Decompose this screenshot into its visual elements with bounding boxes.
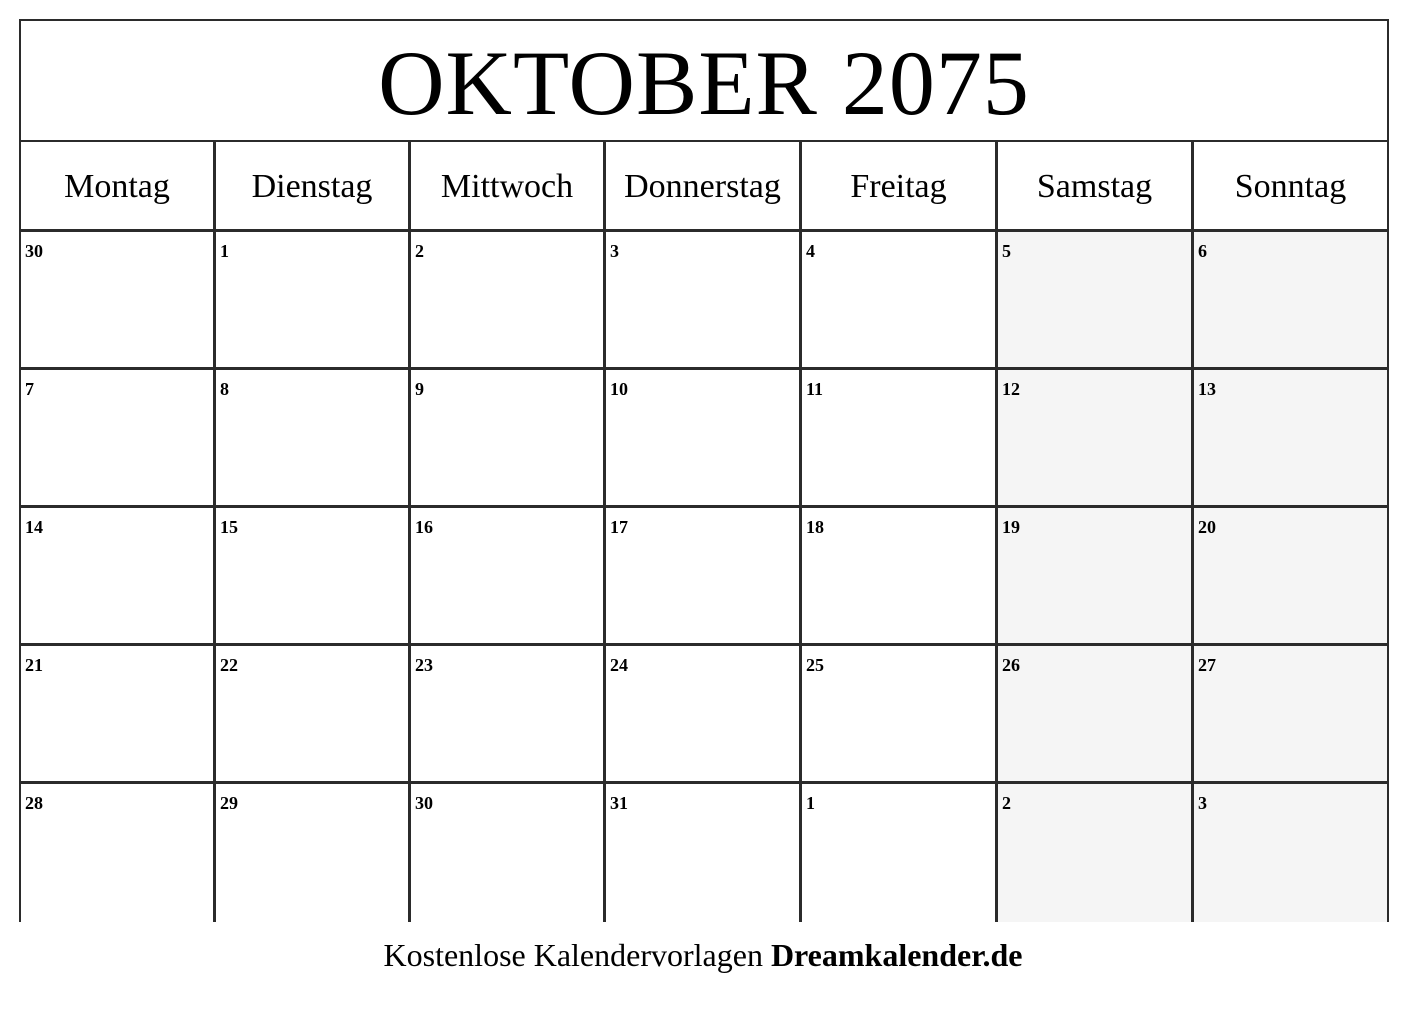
day-cell-weekend — [998, 646, 1194, 784]
weekday-header-monday: Montag — [21, 142, 216, 232]
day-number: 17 — [610, 517, 628, 537]
day-number: 19 — [1002, 517, 1020, 537]
day-cell — [216, 508, 411, 646]
day-cell-weekend — [998, 784, 1194, 922]
day-number: 9 — [415, 379, 424, 399]
weekday-header-saturday: Samstag — [998, 142, 1194, 232]
day-cell — [216, 232, 411, 370]
day-number: 30 — [25, 241, 43, 261]
day-cell — [21, 370, 216, 508]
day-cell — [411, 784, 606, 922]
day-cell — [606, 232, 802, 370]
day-cell-weekend — [998, 370, 1194, 508]
month-title: OKTOBER 2075 — [378, 31, 1030, 134]
day-number: 22 — [220, 655, 238, 675]
title-bar — [21, 21, 1387, 142]
footer — [0, 936, 1406, 974]
day-number: 26 — [1002, 655, 1020, 675]
day-cell-weekend — [1194, 232, 1387, 370]
day-cell — [411, 646, 606, 784]
day-cell — [606, 784, 802, 922]
footer-text: Kostenlose Kalendervorlagen — [383, 937, 763, 973]
day-number: 12 — [1002, 379, 1020, 399]
day-number: 28 — [25, 793, 43, 813]
day-cell — [802, 784, 998, 922]
day-number: 11 — [806, 379, 824, 399]
day-number: 5 — [1002, 241, 1011, 261]
day-number: 3 — [610, 241, 619, 261]
day-cell — [802, 232, 998, 370]
weekday-header-sunday: Sonntag — [1194, 142, 1387, 232]
day-number: 27 — [1198, 655, 1216, 675]
day-number: 3 — [1198, 793, 1207, 813]
day-number: 8 — [220, 379, 229, 399]
day-number: 13 — [1198, 379, 1216, 399]
weekday-header-wednesday: Mittwoch — [411, 142, 606, 232]
day-cell — [216, 784, 411, 922]
day-cell — [802, 646, 998, 784]
day-number: 7 — [25, 379, 34, 399]
weekday-header-thursday: Donnerstag — [606, 142, 802, 232]
day-cell — [216, 370, 411, 508]
day-cell — [21, 646, 216, 784]
day-number: 10 — [610, 379, 628, 399]
day-number: 29 — [220, 793, 238, 813]
day-cell — [21, 232, 216, 370]
footer-brand: Dreamkalender.de — [770, 937, 1023, 973]
day-number: 30 — [415, 793, 433, 813]
day-number: 21 — [25, 655, 43, 675]
day-number: 15 — [220, 517, 238, 537]
weekday-header-tuesday: Dienstag — [216, 142, 411, 232]
day-number: 2 — [1002, 793, 1011, 813]
day-cell — [606, 370, 802, 508]
day-number: 2 — [415, 241, 424, 261]
day-cell — [21, 508, 216, 646]
day-number: 1 — [220, 241, 229, 261]
day-cell — [411, 508, 606, 646]
day-number: 23 — [415, 655, 433, 675]
day-number: 18 — [806, 517, 824, 537]
day-cell — [606, 646, 802, 784]
day-cell-weekend — [1194, 370, 1387, 508]
weekday-header-friday: Freitag — [802, 142, 998, 232]
day-cell — [802, 508, 998, 646]
day-cell-weekend — [1194, 508, 1387, 646]
day-cell — [21, 784, 216, 922]
day-cell-weekend — [1194, 646, 1387, 784]
calendar — [19, 19, 1389, 922]
day-number: 16 — [415, 517, 433, 537]
day-number: 14 — [25, 517, 43, 537]
day-number: 1 — [806, 793, 815, 813]
day-cell-weekend — [998, 508, 1194, 646]
calendar-grid — [21, 142, 1387, 922]
day-cell-weekend — [1194, 784, 1387, 922]
day-cell — [411, 370, 606, 508]
day-number: 20 — [1198, 517, 1216, 537]
day-cell — [802, 370, 998, 508]
day-cell-weekend — [998, 232, 1194, 370]
day-number: 4 — [806, 241, 815, 261]
day-number: 24 — [610, 655, 628, 675]
day-cell — [606, 508, 802, 646]
day-number: 31 — [610, 793, 628, 813]
day-number: 25 — [806, 655, 824, 675]
day-cell — [216, 646, 411, 784]
day-cell — [411, 232, 606, 370]
day-number: 6 — [1198, 241, 1207, 261]
